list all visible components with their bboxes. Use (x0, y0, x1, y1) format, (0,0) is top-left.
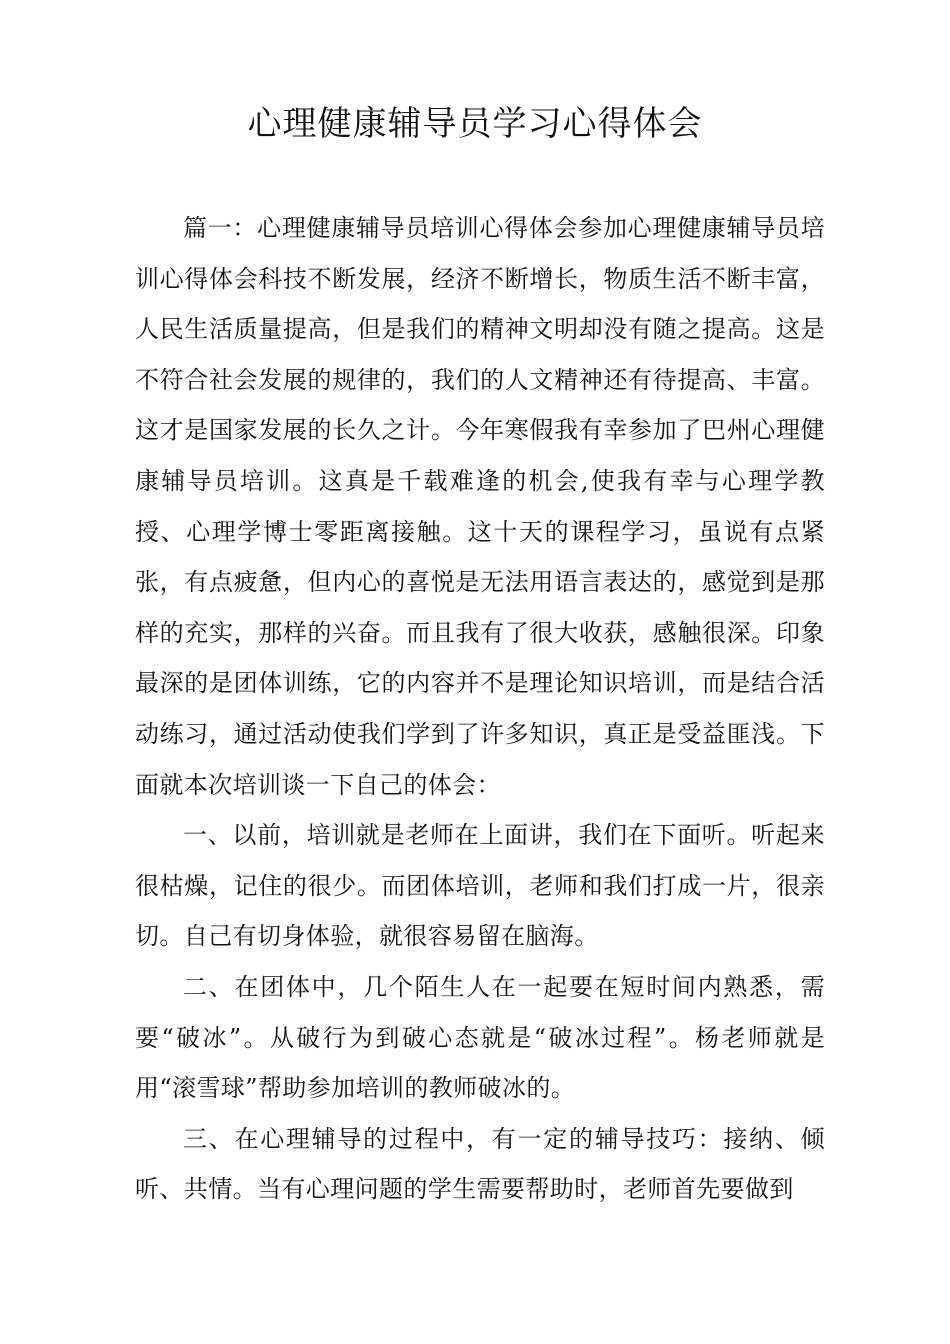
paragraph-2: 一、以前，培训就是老师在上面讲，我们在下面听。听起来很枯燥，记住的很少。而团体培训，老师和我们打成一片，很亲切。自己有切身体验，就很容易留在脑海。 (135, 821, 825, 951)
document-body (135, 203, 825, 1215)
paragraph-1: 篇一：心理健康辅导员培训心得体会参加心理健康辅导员培训心得体会科技不断发展，经济不断增长，物质生活不断丰富，人民生活质量提高，但是我们的精神文明却没有随之提高。这是不符合社会发展的规律的，我们的人文精神还有待提高、丰富。这才是国家发展的长久之计。今年寒假我有幸参加了巴州心理健康辅导员培训。这真是千载难逢的机会,使我有幸与心理学教授、心理学博士零距离接触。这十天的课程学习，虽说有点紧张，有点疲惫，但内心的喜悦是无法用语言表达的，感觉到是那样的充实，那样的兴奋。而且我有了很大收获，感触很深。印象最深的是团体训练，它的内容并不是理论知识培训，而是结合活动练习，通过活动使我们学到了许多知识，真正是受益匪浅。下面就本次培训谈一下自己的体会： (135, 214, 825, 799)
paragraph-4: 三、在心理辅导的过程中，有一定的辅导技巧：接纳、倾听、共情。当有心理问题的学生需要帮助时，老师首先要做到 (135, 1124, 825, 1204)
paragraph-3: 二、在团体中，几个陌生人在一起要在短时间内熟悉，需要“破冰”。从破行为到破心态就是“破冰过程”。杨老师就是用“滚雪球”帮助参加培训的教师破冰的。 (135, 972, 825, 1103)
document-title: 心理健康辅导员学习心得体会 (247, 104, 703, 144)
